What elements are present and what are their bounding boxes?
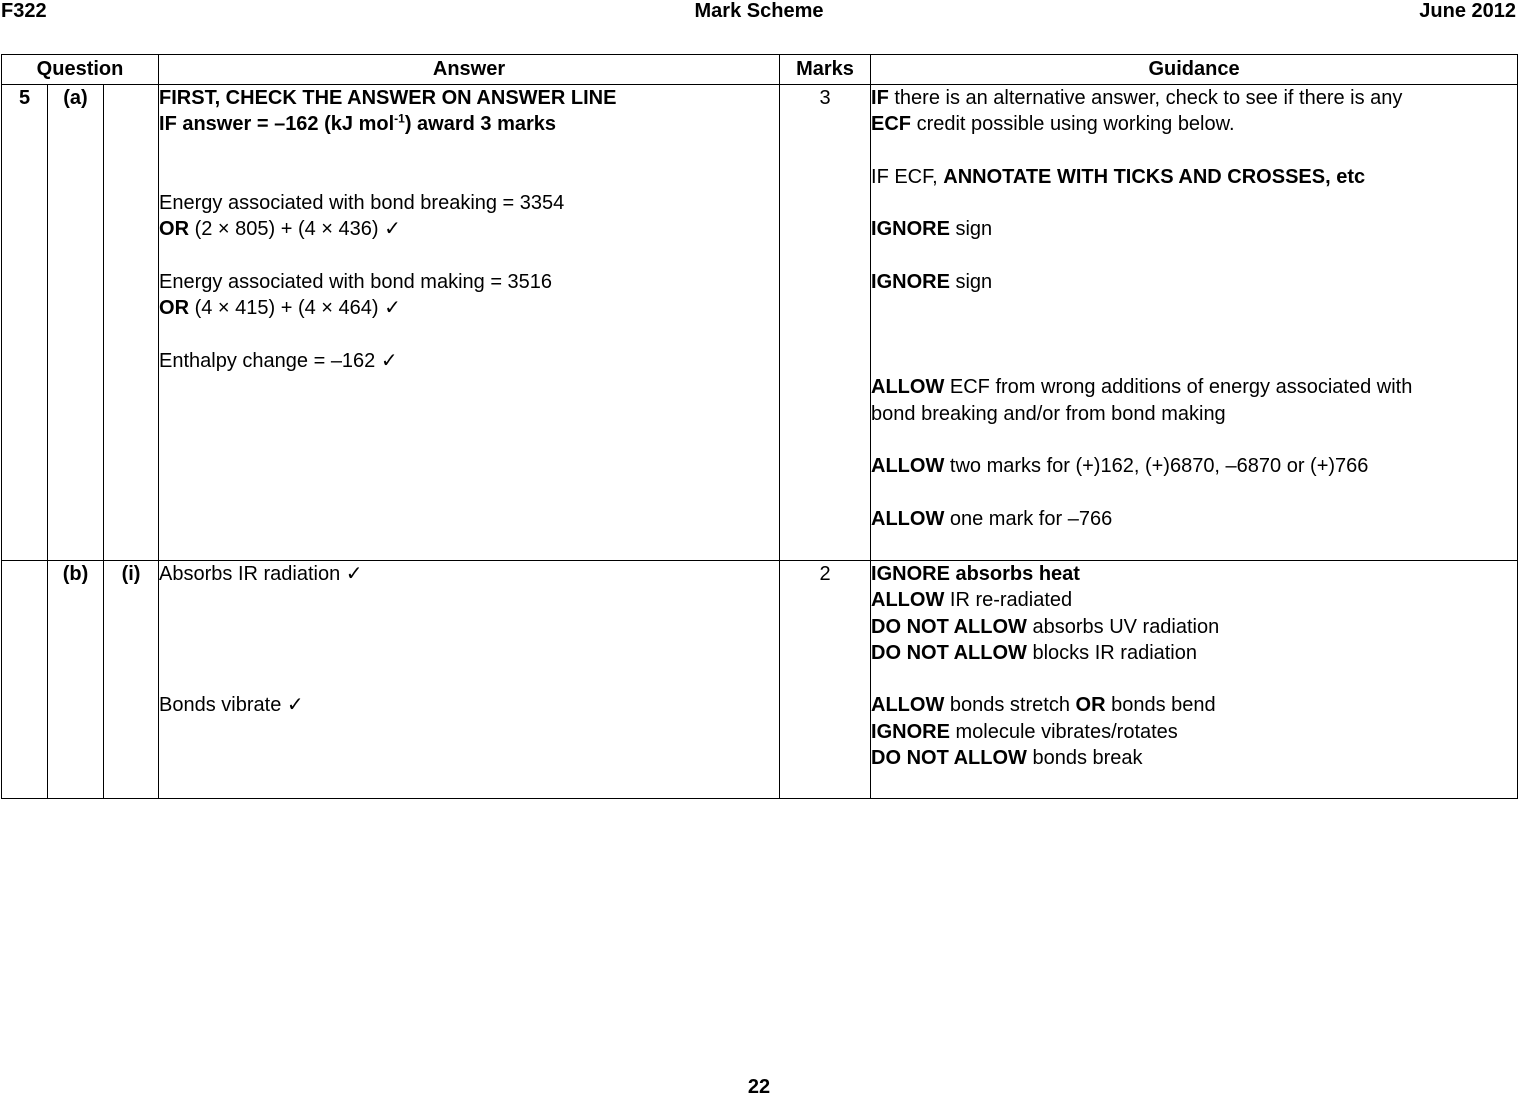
page-number: 22 [747, 1076, 771, 1098]
guidance-line: IF ECF, ANNOTATE WITH TICKS AND CROSSES, etc [871, 165, 1366, 188]
table-row [2, 561, 1518, 799]
guidance-line: DO NOT ALLOW bonds break [871, 747, 1143, 770]
question-subpart [104, 85, 159, 561]
guidance-line: ALLOW one mark for –766 [871, 507, 1113, 530]
answer-cell [159, 561, 780, 799]
guidance-line: ALLOW ECF from wrong additions of energy associated with [871, 376, 1413, 399]
guidance-line: ALLOW bonds stretch OR bonds bend [871, 694, 1216, 717]
guidance-line: ECF credit possible using working below. [871, 113, 1235, 136]
answer-line: Energy associated with bond breaking = 3354 [159, 192, 565, 215]
document-title: Mark Scheme [694, 0, 824, 22]
question-part: (b) [48, 561, 104, 799]
marks-cell: 3 [780, 85, 871, 561]
answer-column-header: Answer [159, 55, 780, 85]
table-row [2, 85, 1518, 561]
paper-code: F322 [1, 0, 47, 22]
answer-cell [159, 85, 780, 561]
guidance-line: bond breaking and/or from bond making [871, 402, 1226, 425]
answer-line: FIRST, CHECK THE ANSWER ON ANSWER LINE [159, 87, 617, 109]
question-subpart: (i) [104, 561, 159, 799]
guidance-line: DO NOT ALLOW blocks IR radiation [871, 641, 1197, 664]
answer-line: Absorbs IR radiation ✓ [159, 563, 363, 585]
table-header-row [2, 55, 1518, 85]
answer-line: Enthalpy change = –162 ✓ [159, 349, 398, 372]
marks-column-header: Marks [780, 55, 871, 85]
guidance-line: IF there is an alternative answer, check to see if there is any [871, 87, 1403, 109]
answer-line: Energy associated with bond making = 3516 [159, 271, 553, 294]
exam-session: June 2012 [1419, 0, 1516, 22]
question-number: 5 [2, 85, 48, 561]
guidance-line: IGNORE sign [871, 271, 993, 294]
guidance-line: ALLOW IR re-radiated [871, 589, 1073, 612]
guidance-line: IGNORE sign [871, 218, 993, 241]
guidance-cell [871, 561, 1518, 799]
answer-line: OR (2 × 805) + (4 × 436) ✓ [159, 218, 401, 241]
question-column-header: Question [2, 55, 159, 85]
answer-line: Bonds vibrate ✓ [159, 694, 304, 717]
guidance-line: IGNORE absorbs heat [871, 563, 1080, 585]
guidance-line: ALLOW two marks for (+)162, (+)6870, –6870 or (+)766 [871, 455, 1369, 478]
question-part: (a) [48, 85, 104, 561]
guidance-column-header: Guidance [871, 55, 1518, 85]
mark-scheme-table [1, 54, 1518, 799]
answer-line: IF answer = –162 (kJ mol$^{-1}$) award 3 marks [159, 111, 557, 136]
guidance-cell [871, 85, 1518, 561]
marks-cell: 2 [780, 561, 871, 799]
answer-line: OR (4 × 415) + (4 × 464) ✓ [159, 297, 401, 320]
superscript: -1 [394, 111, 405, 126]
question-number [2, 561, 48, 799]
guidance-line: IGNORE molecule vibrates/rotates [871, 720, 1178, 743]
guidance-line: DO NOT ALLOW absorbs UV radiation [871, 615, 1220, 638]
